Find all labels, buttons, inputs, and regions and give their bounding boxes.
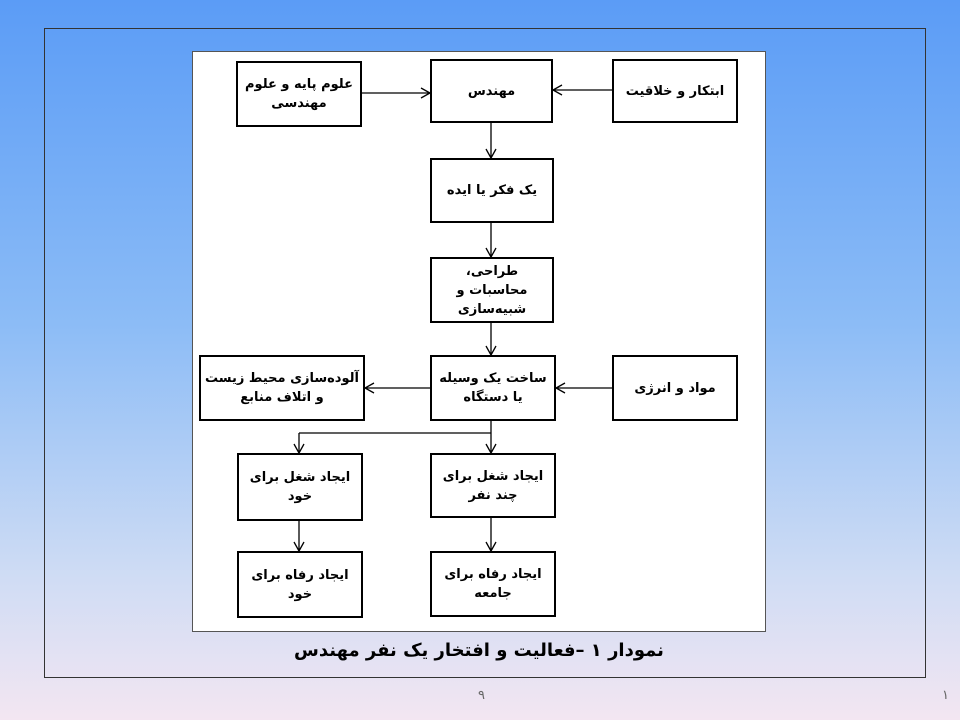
node-job-others: ایجاد شغل برای چند نفر	[430, 453, 556, 518]
node-welfare-self: ایجاد رفاه برای خود	[237, 551, 363, 618]
node-job-self: ایجاد شغل برای خود	[237, 453, 363, 521]
page-number-center: ۹	[478, 688, 485, 703]
node-basic-sciences: علوم پایه و علوم مهندسی	[236, 61, 362, 127]
diagram-canvas	[192, 51, 766, 632]
node-build: ساخت یک وسیله یا دستگاه	[430, 355, 556, 421]
node-materials: مواد و انرژی	[612, 355, 738, 421]
node-idea: یک فکر یا ایده	[430, 158, 554, 223]
node-welfare-society: ایجاد رفاه برای جامعه	[430, 551, 556, 617]
node-engineer: مهندس	[430, 59, 553, 123]
diagram-caption: نمودار ۱ –فعالیت و افتخار یک نفر مهندس	[294, 640, 664, 661]
node-pollution: آلوده‌سازی محیط زیست و اتلاف منابع	[199, 355, 365, 421]
node-creativity: ابتکار و خلاقیت	[612, 59, 738, 123]
page-number-right: ۱	[942, 688, 949, 703]
node-design: طراحی، محاسبات و شبیه‌سازی	[430, 257, 554, 323]
